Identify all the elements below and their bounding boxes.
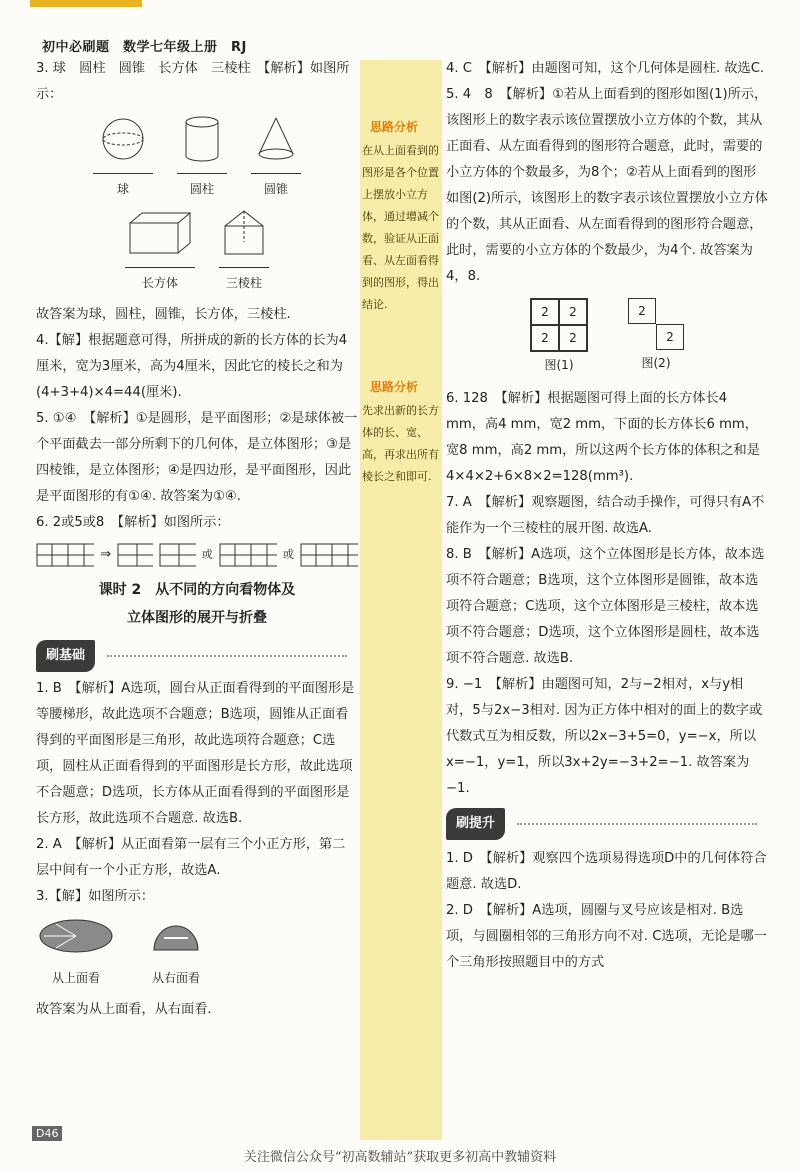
- solids-figure-row-2: [36, 208, 358, 296]
- footer-note: 关注微信公众号“初高数辅站”获取更多初高中教辅资料: [243, 1150, 557, 1165]
- side-note-2: 先求出新的长方体的长、宽、高，再求出所有棱长之和即可.: [362, 404, 439, 483]
- lesson-title: [36, 576, 358, 632]
- side-note-title-2: 思路分析: [370, 380, 419, 394]
- figure-1-label: 图(1): [544, 358, 574, 372]
- q8-right: 8. B 【解析】A选项，这个立体图形是长方体，故本选项不符合题意；B选项，这个立体图形是圆锥，故本选项符合题意；C选项，这个立体图形是三棱柱，故本选项不符合题意；D选项，这个立体图形是圆柱，故本选项不符合题意. 故选B.: [446, 547, 765, 666]
- q3-answer: 故答案为球，圆柱，圆锥，长方体，三棱柱.: [36, 307, 291, 322]
- q4-right: 4. C 【解析】由题图可知，这个几何体是圆柱. 故选C.: [446, 61, 765, 76]
- cylinder-label: 圆柱: [177, 173, 227, 202]
- solids-figure-row-1: [36, 114, 358, 202]
- grid-icon: [159, 543, 195, 567]
- hat-side-view-icon: [146, 916, 206, 956]
- view-figures: [36, 916, 358, 991]
- cylinder-icon: [177, 114, 227, 164]
- lesson-title-line-2: 立体图形的展开与折叠: [127, 610, 267, 626]
- grid-icon: [36, 543, 94, 567]
- page-header: [30, 6, 360, 54]
- grid-icon: [117, 543, 153, 567]
- triangular-prism-icon: [219, 208, 269, 258]
- grid-cell-empty: [628, 324, 656, 350]
- left-column: [36, 56, 358, 1023]
- up-q1: 1. D 【解析】观察四个选项易得选项D中的几何体符合题意. 故选D.: [446, 851, 767, 892]
- right-view-figure: [146, 916, 206, 991]
- grid-cell: 2: [656, 324, 684, 350]
- or-label: 或: [282, 548, 294, 561]
- triangular-prism-figure: [219, 208, 269, 296]
- cuboid-label: 长方体: [125, 267, 195, 296]
- header-title: 初中必刷题 数学七年级上册 RJ: [42, 40, 247, 55]
- page-number: D46: [32, 1126, 62, 1141]
- q5-solution: 5. ①④ 【解析】①是圆形，是平面图形；②是球体被一个平面截去一部分所剩下的几何体，是立体图形；③是四棱锥，是立体图形；④是四边形，是平面图形，因此是平面图形的有①④. 故答案为①④.: [36, 411, 358, 504]
- q6-figure-row: [36, 542, 358, 568]
- figure-2-grid: [628, 298, 684, 350]
- up-q2: 2. D 【解析】A选项，圆圈与叉号应该是相对. B选项，与圆圈相邻的三角形方向不对. C选项，无论是哪一个三角形按照题目中的方式: [446, 903, 767, 970]
- top-view-figure: [36, 916, 116, 991]
- basic-q2: 2. A 【解析】从正面看第一层有三个小正方形，第二层中间有一个小正方形，故选A.: [36, 837, 346, 878]
- or-label: 或: [201, 548, 213, 561]
- grid-cell: 2: [559, 325, 587, 351]
- triangular-prism-label: 三棱柱: [219, 267, 269, 296]
- lesson-title-line-1: 课时 2 从不同的方向看物体及: [98, 582, 296, 598]
- q3-intro: 3. 球 圆柱 圆锥 长方体 三棱柱 【解析】如图所示：: [36, 61, 350, 102]
- q4-solution: 4.【解】根据题意可得，所拼成的新的长方体的长为4厘米，宽为3厘米，高为4厘米，因此它的棱长之和为(4+3+4)×4=44(厘米).: [36, 333, 348, 400]
- sphere-icon: [93, 114, 153, 164]
- cuboid-figure: [125, 208, 195, 296]
- hat-top-view-icon: [36, 916, 116, 956]
- badge-up: [446, 808, 757, 840]
- dotted-divider: [107, 655, 347, 657]
- figure-2-label: 图(2): [641, 356, 671, 370]
- stack-figures: [446, 298, 768, 378]
- cone-label: 圆锥: [251, 173, 301, 202]
- side-note-1: 在从上面看到的图形是各个位置上摆放小立方体，通过增减个数，验证从正面看、从左面看得到的图形，得出结论.: [362, 144, 439, 311]
- q5-right: 5. 4 8 【解析】①若从上面看到的图形如图(1)所示，该图形上的数字表示该位置摆放小立方体的个数，其从正面看、从左面看得到的图形符合题意，此时，需要的小立方体的个数最多，为8个；②若从上面看到的图形如图(2)所示，该图形上的数字表示该位置摆放小立方体的个数，其从正面看、从左面看得到的图形符合题意，此时，需要的小立方体的个数最少，为4个. 故答案为4，8.: [446, 87, 768, 284]
- q9-right: 9. −1 【解析】由题图可知，2与−2相对，x与y相对，5与2x−3相对. 因为正方体中相对的面上的数字或代数式互为相反数，所以2x−3+5=0，y=−x，所以x=−1，y=1，所以3x+2y=−3+2=−1. 故答案为−1.: [446, 677, 763, 796]
- sphere-figure: [93, 114, 153, 202]
- cylinder-figure: [177, 114, 227, 202]
- q7-right: 7. A 【解析】观察题图，结合动手操作，可得只有A不能作为一个三棱柱的展开图. 故选A.: [446, 495, 765, 536]
- q6-intro: 6. 2或5或8 【解析】如图所示：: [36, 515, 230, 530]
- grid-cell: 2: [531, 325, 559, 351]
- grid-cell: 2: [559, 299, 587, 325]
- grid-cell: 2: [531, 299, 559, 325]
- badge-basic: [36, 640, 347, 672]
- badge-basic-label: 刷基础: [36, 640, 95, 672]
- figure-1-grid: [530, 298, 588, 352]
- grid-icon: [300, 543, 358, 567]
- basic-q3-answer: 故答案为从上面看，从右面看.: [36, 1002, 212, 1017]
- right-view-label: 从右面看: [151, 971, 200, 985]
- sphere-label: 球: [93, 173, 153, 202]
- cone-icon: [251, 114, 301, 164]
- figure-2: [628, 298, 684, 378]
- cone-figure: [251, 114, 301, 202]
- top-view-label: 从上面看: [51, 971, 100, 985]
- figure-1: [530, 298, 588, 378]
- basic-q3: 3.【解】如图所示：: [36, 889, 155, 904]
- arrow-icon: ⇒: [100, 547, 112, 562]
- badge-up-label: 刷提升: [446, 808, 505, 840]
- right-column: [446, 56, 768, 976]
- dotted-divider: [517, 823, 757, 825]
- grid-cell: 2: [628, 298, 656, 324]
- q6-right: 6. 128 【解析】根据题图可得上面的长方体长4 mm，高4 mm，宽2 mm，下面的长方体长6 mm，宽8 mm，高2 mm，所以这两个长方体的体积之和是4×4×2+6×8×2=128(mm³).: [446, 391, 760, 484]
- grid-icon: [219, 543, 277, 567]
- basic-q1: 1. B 【解析】A选项，圆台从正面看得到的平面图形是等腰梯形，故此选项不合题意；B选项，圆锥从正面看得到的平面图形是三角形，故此选项符合题意；C选项，圆柱从正面看得到的平面图形是长方形，故此选项不合题意；D选项，长方体从正面看得到的平面图形是长方形，故此选项不合题意. 故选B.: [36, 681, 355, 826]
- grid-cell-empty: [656, 298, 684, 324]
- side-note-title-1: 思路分析: [370, 120, 419, 134]
- cuboid-icon: [125, 208, 195, 258]
